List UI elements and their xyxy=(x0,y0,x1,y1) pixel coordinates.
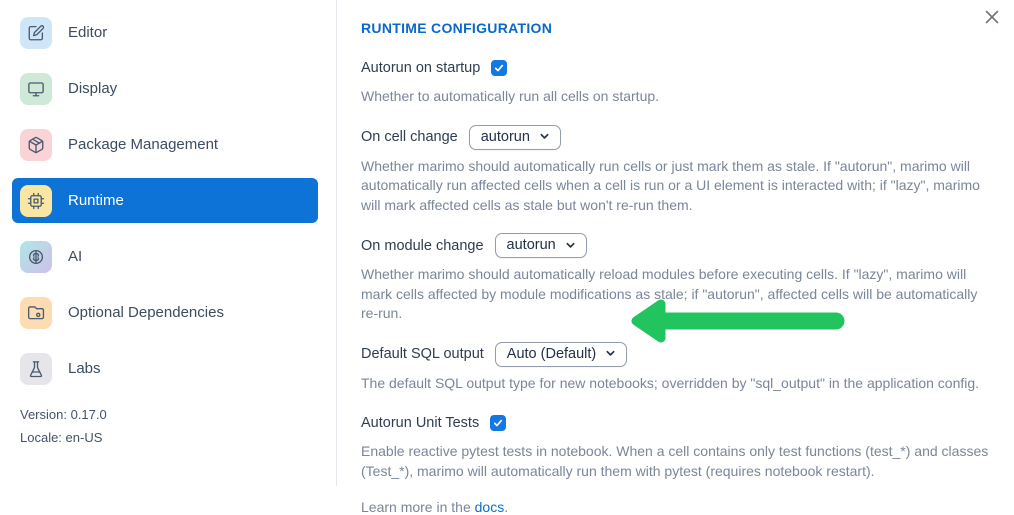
chevron-down-icon xyxy=(539,131,550,142)
flask-icon xyxy=(20,353,52,385)
docs-link[interactable]: docs xyxy=(474,499,505,515)
setting-on-module-change xyxy=(361,233,990,324)
edit-icon xyxy=(20,17,52,49)
panel-title: RUNTIME CONFIGURATION xyxy=(361,20,553,36)
cpu-icon xyxy=(20,185,52,217)
learn-more-prefix: Learn more in the xyxy=(361,499,475,515)
setting-label: Autorun on startup xyxy=(361,60,481,76)
autorun-unit-tests-checkbox[interactable] xyxy=(490,415,506,431)
folder-dot-icon xyxy=(20,297,52,329)
sidebar-item-label: Labs xyxy=(68,360,101,377)
sidebar-item-ai[interactable] xyxy=(12,234,318,279)
package-icon xyxy=(20,129,52,161)
sidebar-item-package-management[interactable] xyxy=(12,122,318,167)
setting-autorun-on-startup xyxy=(361,56,990,107)
sidebar-item-label: Editor xyxy=(68,24,108,41)
settings-sidebar xyxy=(0,0,337,486)
sidebar-item-label: Optional Dependencies xyxy=(68,304,224,321)
sidebar-item-label: AI xyxy=(68,248,83,265)
setting-label: Default SQL output xyxy=(361,346,484,362)
setting-on-cell-change xyxy=(361,125,990,216)
select-value: autorun xyxy=(480,128,530,145)
chevron-down-icon xyxy=(605,348,616,359)
setting-description: The default SQL output type for new notebooks; overridden by "sql_output" in the application config. xyxy=(361,374,980,391)
setting-description: Whether to automatically run all cells on startup. xyxy=(361,88,660,104)
setting-label: On module change xyxy=(361,237,484,254)
learn-more-text xyxy=(361,499,990,515)
sidebar-item-label: Package Management xyxy=(68,136,219,153)
learn-more-suffix: . xyxy=(504,499,509,515)
setting-description: Enable reactive pytest tests in notebook. When a cell contains only test functions (test_*) and classes (Test_*), marimo will automatically run them with pytest (requires notebook restart). xyxy=(361,443,989,479)
on-cell-change-select[interactable] xyxy=(469,125,561,150)
select-value: autorun xyxy=(506,237,556,253)
setting-label: On cell change xyxy=(361,129,458,145)
setting-description: Whether marimo should automatically run cells or just mark them as stale. If "autorun", marimo will automatically run affected cells when a cell is run or a UI element is interacted with; if "lazy", marimo will mark affected cells as stale but won't re-run them. xyxy=(361,157,980,213)
on-module-change-select[interactable] xyxy=(495,233,587,258)
sidebar-item-display[interactable] xyxy=(12,66,318,111)
sidebar-item-labs[interactable] xyxy=(12,346,318,391)
monitor-icon xyxy=(20,73,52,105)
sidebar-item-editor[interactable] xyxy=(12,10,318,55)
version-text: Version: 0.17.0 xyxy=(20,407,107,422)
sidebar-item-runtime[interactable] xyxy=(12,178,318,223)
autorun-startup-checkbox[interactable] xyxy=(491,60,507,76)
runtime-config-panel xyxy=(337,0,1014,515)
sidebar-footer xyxy=(12,407,318,445)
default-sql-output-select[interactable] xyxy=(495,342,627,367)
setting-description: Whether marimo should automatically reload modules before executing cells. If "lazy", marimo will mark cells affected by module modifications as stale; if "autorun", affected cells will be automatically re-run. xyxy=(361,266,978,321)
setting-default-sql-output xyxy=(361,342,990,394)
setting-label: Autorun Unit Tests xyxy=(361,415,480,431)
select-value: Auto (Default) xyxy=(506,345,597,362)
close-icon[interactable] xyxy=(983,8,1001,26)
setting-autorun-unit-tests xyxy=(361,411,990,481)
locale-text: Locale: en-US xyxy=(20,430,103,445)
sidebar-item-label: Display xyxy=(68,80,118,97)
chevron-down-icon xyxy=(565,240,576,251)
brain-icon xyxy=(20,241,52,273)
sidebar-item-label: Runtime xyxy=(68,192,124,209)
sidebar-item-optional-dependencies[interactable] xyxy=(12,290,318,335)
